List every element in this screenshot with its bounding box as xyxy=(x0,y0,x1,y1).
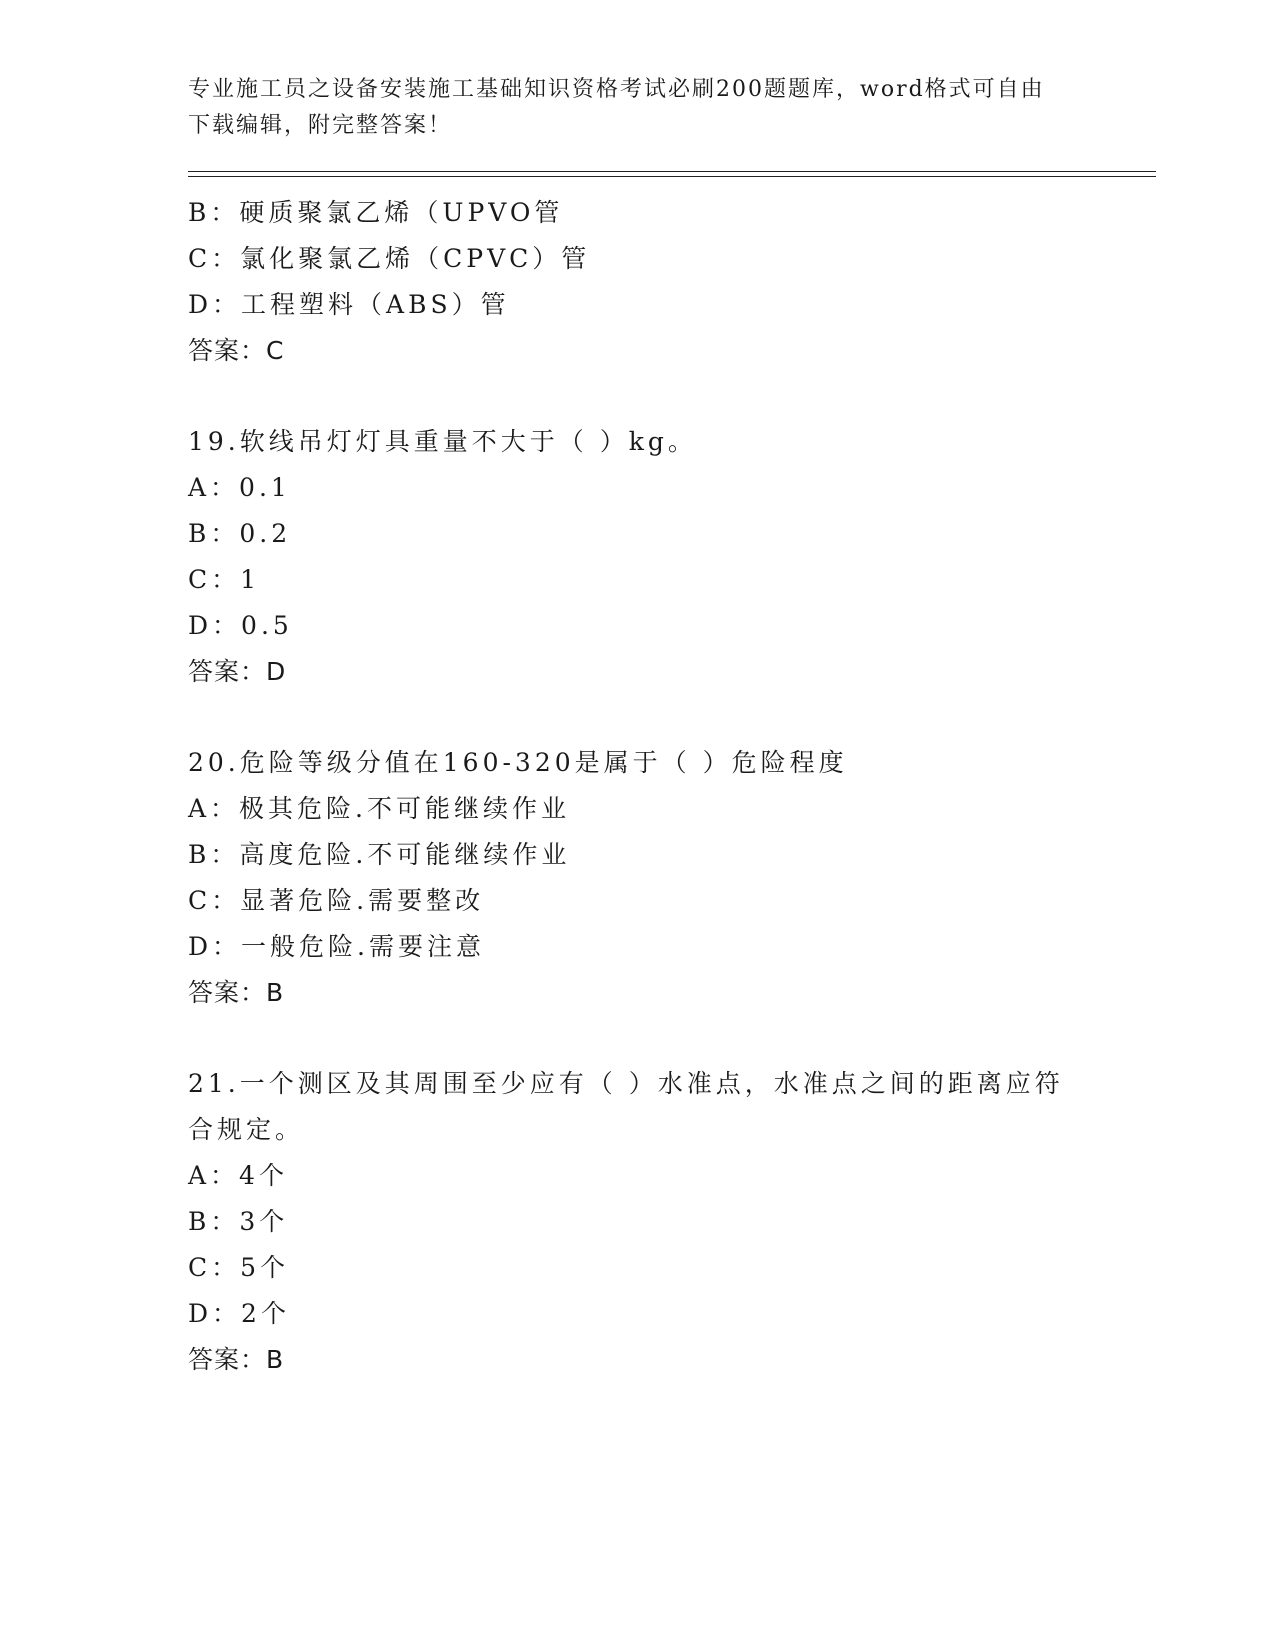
option-a: A：4个 xyxy=(188,1161,288,1190)
option-b: B：硬质聚氯乙烯（UPVO管 xyxy=(188,198,564,227)
header-divider-top xyxy=(188,171,1156,172)
option-b: B：高度危险.不可能继续作业 xyxy=(188,840,571,869)
document-header xyxy=(188,72,1068,144)
option-d: D：工程塑料（ABS）管 xyxy=(188,290,510,319)
question-text: 20.危险等级分值在160-320是属于（ ）危险程度 xyxy=(188,748,848,777)
option-a: A：极其危险.不可能继续作业 xyxy=(188,794,571,823)
spacer xyxy=(188,695,1088,740)
question-list xyxy=(188,190,1088,1383)
header-line-2: 下载编辑，附完整答案！ xyxy=(188,113,453,138)
option-b: B：3个 xyxy=(188,1207,289,1236)
question-20 xyxy=(188,740,1088,1016)
question-19 xyxy=(188,419,1088,695)
answer-label: 答案：B xyxy=(188,978,285,1007)
option-d: D：0.5 xyxy=(188,611,293,640)
option-a: A：0.1 xyxy=(188,473,291,502)
header-divider-bottom xyxy=(188,176,1156,177)
option-d: D：一般危险.需要注意 xyxy=(188,932,485,961)
answer-label: 答案：C xyxy=(188,336,285,365)
option-c: C：5个 xyxy=(188,1253,290,1282)
question-21 xyxy=(188,1061,1088,1383)
option-c: C：显著危险.需要整改 xyxy=(188,886,485,915)
spacer xyxy=(188,1016,1088,1061)
option-d: D：2个 xyxy=(188,1299,290,1328)
answer-label: 答案：D xyxy=(188,657,287,686)
question-text: 19.软线吊灯灯具重量不大于（ ）kg。 xyxy=(188,427,697,456)
question-text-line-2: 合规定。 xyxy=(188,1115,305,1144)
spacer xyxy=(188,374,1088,419)
header-line-1: 专业施工员之设备安装施工基础知识资格考试必刷200题题库，word格式可自由 xyxy=(188,77,1045,102)
option-c: C：1 xyxy=(188,565,261,594)
question-text-line-1: 21.一个测区及其周围至少应有（ ）水准点，水准点之间的距离应符 xyxy=(188,1069,1064,1098)
answer-label: 答案：B xyxy=(188,1345,285,1374)
question-18-tail xyxy=(188,190,1088,374)
option-c: C：氯化聚氯乙烯（CPVC）管 xyxy=(188,244,591,273)
option-b: B：0.2 xyxy=(188,519,292,548)
